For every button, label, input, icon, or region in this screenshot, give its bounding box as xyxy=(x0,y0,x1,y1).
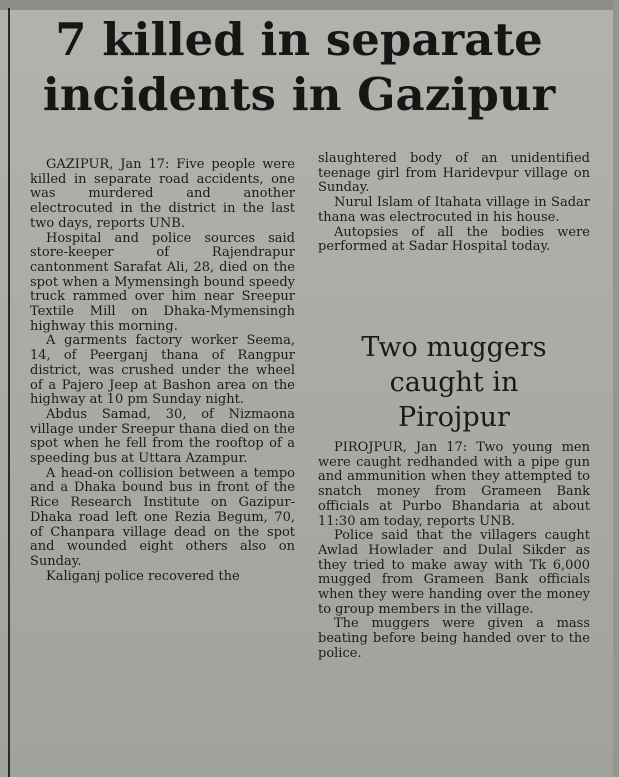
headline xyxy=(14,12,584,122)
story-paragraph: slaughtered body of an unidentified teenage girl from Haridevpur village on Sunday. xyxy=(318,151,590,196)
story-paragraph: PIROJPUR, Jan 17: Two young men were caught redhanded with a pipe gun and ammunition when they attempted to snatch money from Grameen Bank officials at Purbo Bhandaria at about 11:30 am today, reports UNB. xyxy=(318,440,590,529)
story-paragraph: The muggers were given a mass beating before being handed over to the police. xyxy=(318,616,590,661)
top-edge xyxy=(0,0,619,10)
story-paragraph: A head-on collision between a tempo and a Dhaka bound bus in front of the Rice Research Institute on Gazipur-Dhaka road left one Rezia Begum, 70, of Chanpara village dead on the spot and wounded eight others also on Sunday. xyxy=(30,465,295,569)
story-2-column xyxy=(318,441,590,662)
headline-line-1: 7 killed in separate xyxy=(55,13,543,66)
subheadline xyxy=(318,330,590,435)
subheadline-line-2: caught in xyxy=(389,367,519,398)
story-paragraph: Kaliganj police recovered the xyxy=(46,568,240,584)
headline-line-2: incidents in Gazipur xyxy=(42,68,556,121)
story-column-right xyxy=(318,152,590,255)
story-paragraph: Abdus Samad, 30, of Nizmaona village under Sreepur thana died on the spot when he fell from the rooftop of a speeding bus at Uttara Azampur. xyxy=(30,406,295,467)
subheadline-line-1: Two muggers xyxy=(361,332,547,363)
story-paragraph: Hospital and police sources said store-keeper of Rajendrapur cantonment Sarafat Ali, 28, died on the spot when a Mymensingh bound speedy truck rammed over him near Sreepur Textile Mill on Dhaka-Mymensingh highway this morning. xyxy=(30,230,295,334)
story-paragraph: A garments factory worker Seema, 14, of Peerganj thana of Rangpur district, was crushed under the wheel of a Pajero Jeep at Bashon area on the highway at 10 pm Sunday night. xyxy=(30,333,295,408)
story-column-left xyxy=(30,158,295,584)
story-paragraph: Nurul Islam of Itahata village in Sadar thana was electrocuted in his house. xyxy=(318,195,590,225)
subheadline-line-3: Pirojpur xyxy=(398,402,510,433)
story-paragraph: Police said that the villagers caught Awlad Howlader and Dulal Sikder as they tried to make away with Tk 6,000 mugged from Grameen Bank officials when they were handing over the money to group members in the village. xyxy=(318,528,590,617)
story-paragraph: Autopsies of all the bodies were performed at Sadar Hospital today. xyxy=(318,224,590,255)
story-paragraph: GAZIPUR, Jan 17: Five people were killed in separate road accidents, one was murdered and another electrocuted in the district in the last two days, reports UNB. xyxy=(30,157,295,231)
right-edge xyxy=(613,0,619,777)
column-rule xyxy=(8,8,10,777)
